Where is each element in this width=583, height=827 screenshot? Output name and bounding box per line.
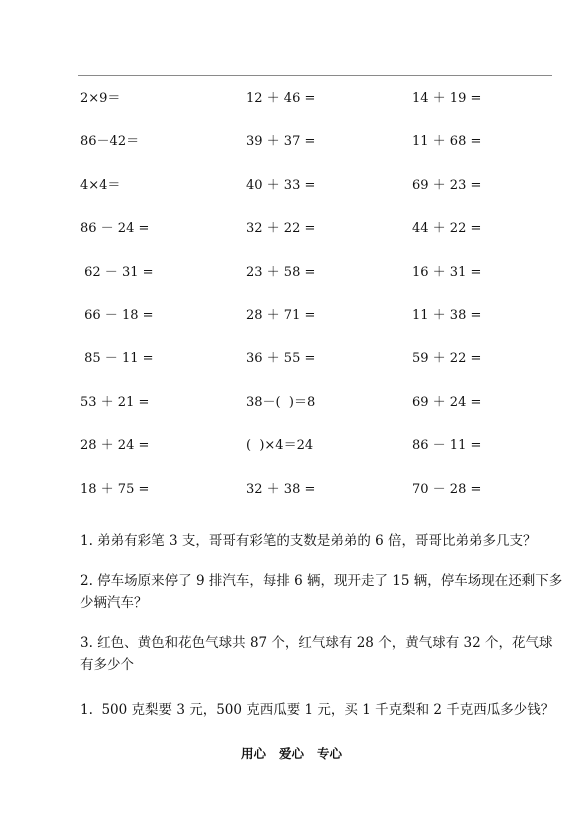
exercise-item: 14 ＋ 19 = xyxy=(412,91,482,106)
exercise-item: 4×4＝ xyxy=(80,177,121,193)
exercise-item: 11 ＋ 68 = xyxy=(412,134,482,150)
exercise-item: 85 － 11 = xyxy=(80,351,154,367)
page-footer: 用心 爱心 专心 xyxy=(240,746,343,761)
word-problem-3: 3. 红色、黄色和花色气球共 87 个，红气球有 28 个，黄气球有 32 个，花气球有多少个 xyxy=(80,635,553,673)
exercise-item: 66 － 18 = xyxy=(80,308,154,323)
exercise-item: 11 ＋ 38 = xyxy=(412,308,482,323)
exercise-item: 59 ＋ 22 = xyxy=(412,351,482,367)
exercise-item: 28 ＋ 71 = xyxy=(246,308,316,323)
word-problem-2: 2. 停车场原来停了 9 排汽车，每排 6 辆，现开走了 15 辆，停车场现在还剩下多少辆汽车？ xyxy=(80,573,563,611)
exercise-item: 70 － 28 = xyxy=(412,481,482,497)
exercise-item: 18 ＋ 75 = xyxy=(80,481,150,497)
exercise-item: 86－42＝ xyxy=(80,134,140,150)
word-problem-4: 1. 500 克梨要 3 元，500 克西瓜要 1 元，买 1 千克梨和 2 千克西瓜多少钱？ xyxy=(80,702,555,718)
exercise-item: 38－( )＝8 xyxy=(246,394,316,410)
exercise-item: 2×9＝ xyxy=(80,91,121,106)
exercise-item: 69 ＋ 24 = xyxy=(412,394,482,410)
exercise-item: 86 － 11 = xyxy=(412,438,482,454)
exercise-item: 32 ＋ 22 = xyxy=(246,221,316,237)
top-divider xyxy=(78,75,552,76)
exercise-item: 53 ＋ 21 = xyxy=(80,394,150,410)
exercise-item: 36 ＋ 55 = xyxy=(246,351,316,367)
word-problem-1: 1. 弟弟有彩笔 3 支，哥哥有彩笔的支数是弟弟的 6 倍，哥哥比弟弟多几支？ xyxy=(80,533,537,549)
exercise-item: 40 ＋ 33 = xyxy=(246,177,316,193)
exercise-item: 16 ＋ 31 = xyxy=(412,264,482,280)
exercise-item: 86 － 24 = xyxy=(80,221,150,237)
exercise-item: 69 ＋ 23 = xyxy=(412,177,482,193)
exercise-item: 62 － 31 = xyxy=(80,264,154,280)
exercise-item: 32 ＋ 38 = xyxy=(246,481,316,497)
exercise-item: 23 ＋ 58 = xyxy=(246,264,316,280)
exercise-item: ( )×4＝24 xyxy=(246,438,314,454)
exercise-item: 39 ＋ 37 = xyxy=(246,134,316,150)
exercise-item: 28 ＋ 24 = xyxy=(80,438,150,454)
exercise-item: 44 ＋ 22 = xyxy=(412,221,482,237)
exercise-item: 12 ＋ 46 = xyxy=(246,91,316,106)
